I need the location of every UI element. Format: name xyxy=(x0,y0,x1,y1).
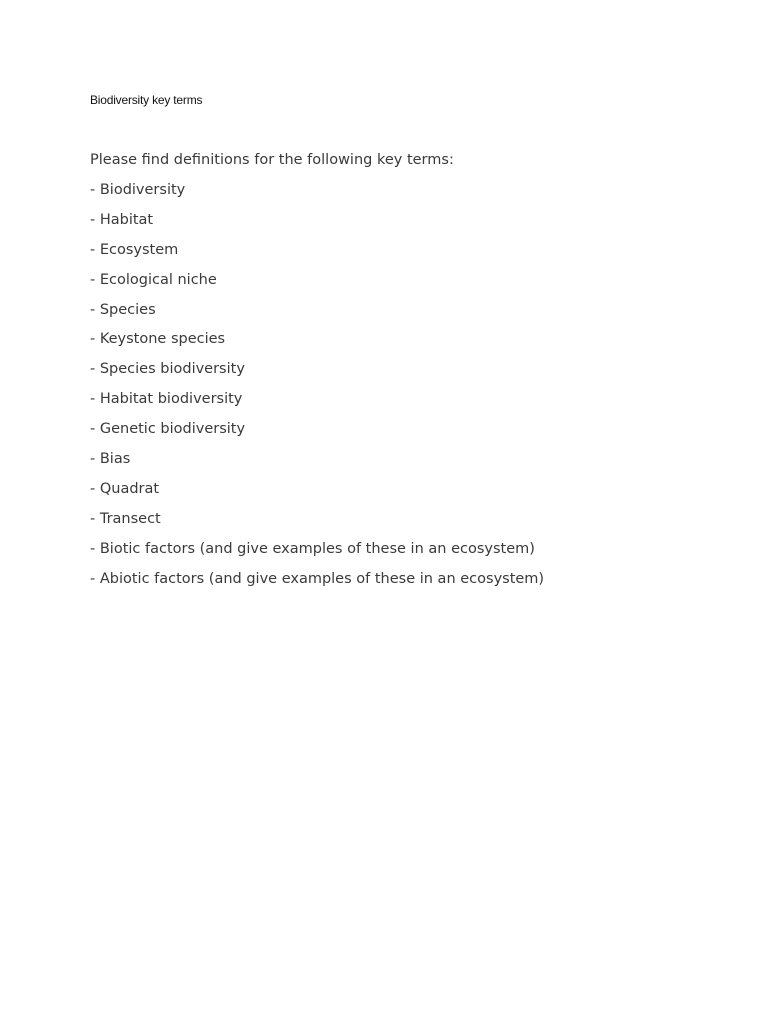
key-terms-list xyxy=(90,179,690,597)
term-bias: - Bias xyxy=(90,451,131,468)
term-biodiversity: - Biodiversity xyxy=(90,182,186,198)
term-habitat: - Habitat xyxy=(90,211,154,228)
term-keystone-species: - Keystone species xyxy=(90,331,226,348)
term-species-biodiversity: - Species biodiversity xyxy=(90,361,245,378)
intro-text: Please find definitions for the following key terms: xyxy=(90,152,454,168)
term-biotic-factors: - Biotic factors (and give examples of these in an ecosystem) xyxy=(90,540,535,557)
term-species: - Species xyxy=(90,301,156,318)
document-body xyxy=(90,149,690,597)
term-genetic-biodiversity: - Genetic biodiversity xyxy=(90,421,246,438)
term-ecosystem: - Ecosystem xyxy=(90,241,179,258)
term-ecological-niche: - Ecological niche xyxy=(90,271,217,288)
term-transect: - Transect xyxy=(90,510,161,527)
term-quadrat: - Quadrat xyxy=(90,480,160,497)
term-abiotic-factors: - Abiotic factors (and give examples of these in an ecosystem) xyxy=(90,570,545,587)
term-habitat-biodiversity: - Habitat biodiversity xyxy=(90,391,243,408)
document-title: Biodiversity key terms xyxy=(90,93,203,107)
